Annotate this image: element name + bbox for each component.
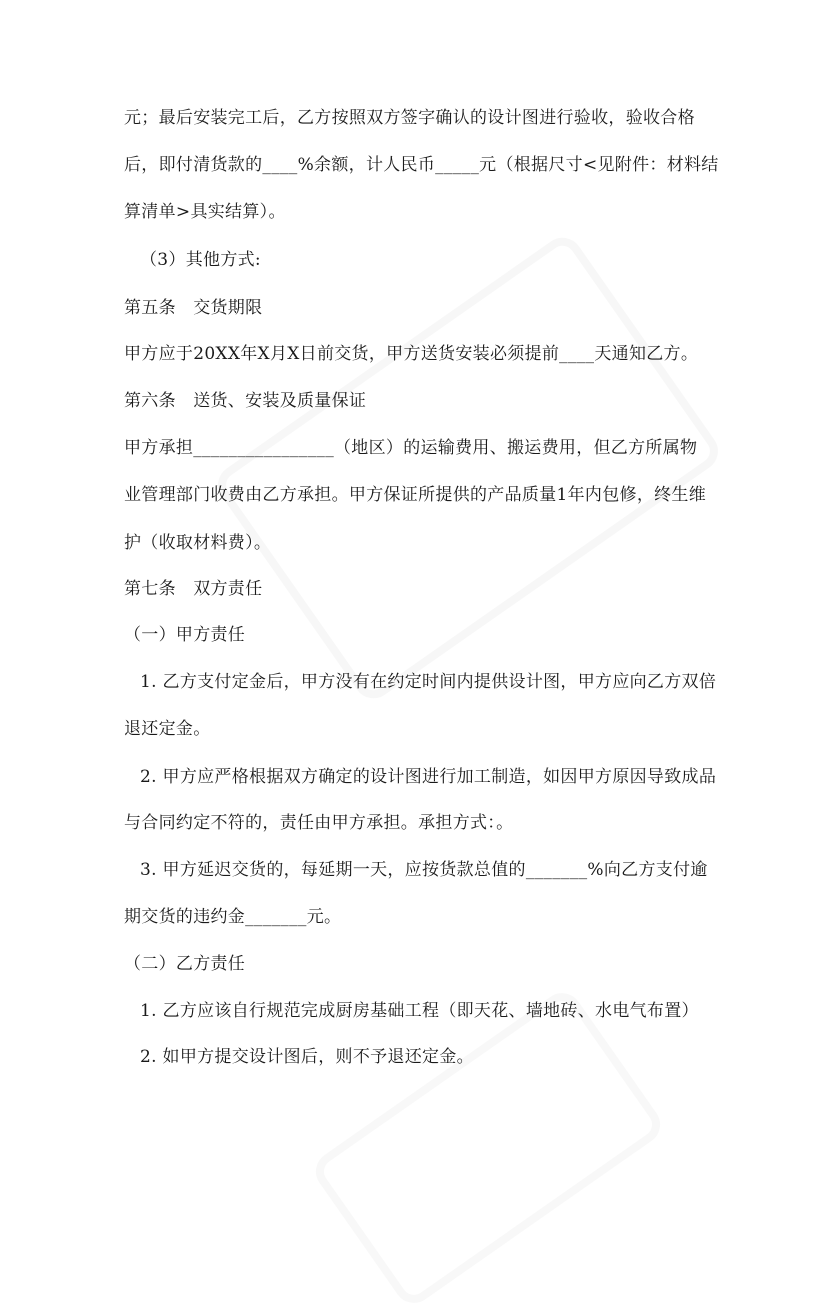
paragraph-line: 护（收取材料费）。 — [124, 533, 272, 553]
paragraph-line: 退还定金。 — [124, 719, 211, 739]
section-heading: （二）乙方责任 — [124, 954, 246, 974]
paragraph-line: 业管理部门收费由乙方承担。甲方保证所提供的产品质量1年内包修，终生维 — [124, 485, 707, 505]
list-item-label: （3）其他方式: — [140, 250, 261, 270]
paragraph-line: 元；最后安装完工后，乙方按照双方签字确认的设计图进行验收，验收合格 — [124, 108, 695, 128]
section-heading: （一）甲方责任 — [124, 625, 246, 645]
paragraph-line: 甲方承担________________（地区）的运输费用、搬运费用，但乙方所属物 — [124, 438, 698, 458]
watermark — [210, 230, 725, 706]
paragraph-line: 期交货的违约金_______元。 — [124, 907, 342, 927]
paragraph-line: 后，即付清货款的____%余额，计人民币_____元（根据尺寸<见附件：材料结 — [124, 155, 719, 175]
article-heading: 第六条 送货、安装及质量保证 — [124, 391, 367, 411]
list-item: 1. 乙方支付定金后，甲方没有在约定时间内提供设计图，甲方应向乙方双倍 — [140, 672, 717, 692]
list-item: 3. 甲方延迟交货的，每延期一天，应按货款总值的_______%向乙方支付逾 — [140, 860, 708, 880]
article-heading: 第五条 交货期限 — [124, 298, 263, 318]
list-item: 2. 如甲方提交设计图后，则不予退还定金。 — [140, 1047, 474, 1067]
paragraph-line: 甲方应于20XX年X月X日前交货，甲方送货安装必须提前____天通知乙方。 — [124, 344, 699, 364]
paragraph-line: 与合同约定不符的，责任由甲方承担。承担方式：。 — [124, 813, 514, 833]
paragraph-line: 算清单>具实结算）。 — [124, 202, 286, 222]
list-item: 1. 乙方应该自行规范完成厨房基础工程（即天花、墙地砖、水电气布置） — [140, 1001, 699, 1021]
article-heading: 第七条 双方责任 — [124, 579, 263, 599]
watermark-bottom — [308, 985, 668, 1310]
list-item: 2. 甲方应严格根据双方确定的设计图进行加工制造，如因甲方原因导致成品 — [140, 767, 717, 787]
